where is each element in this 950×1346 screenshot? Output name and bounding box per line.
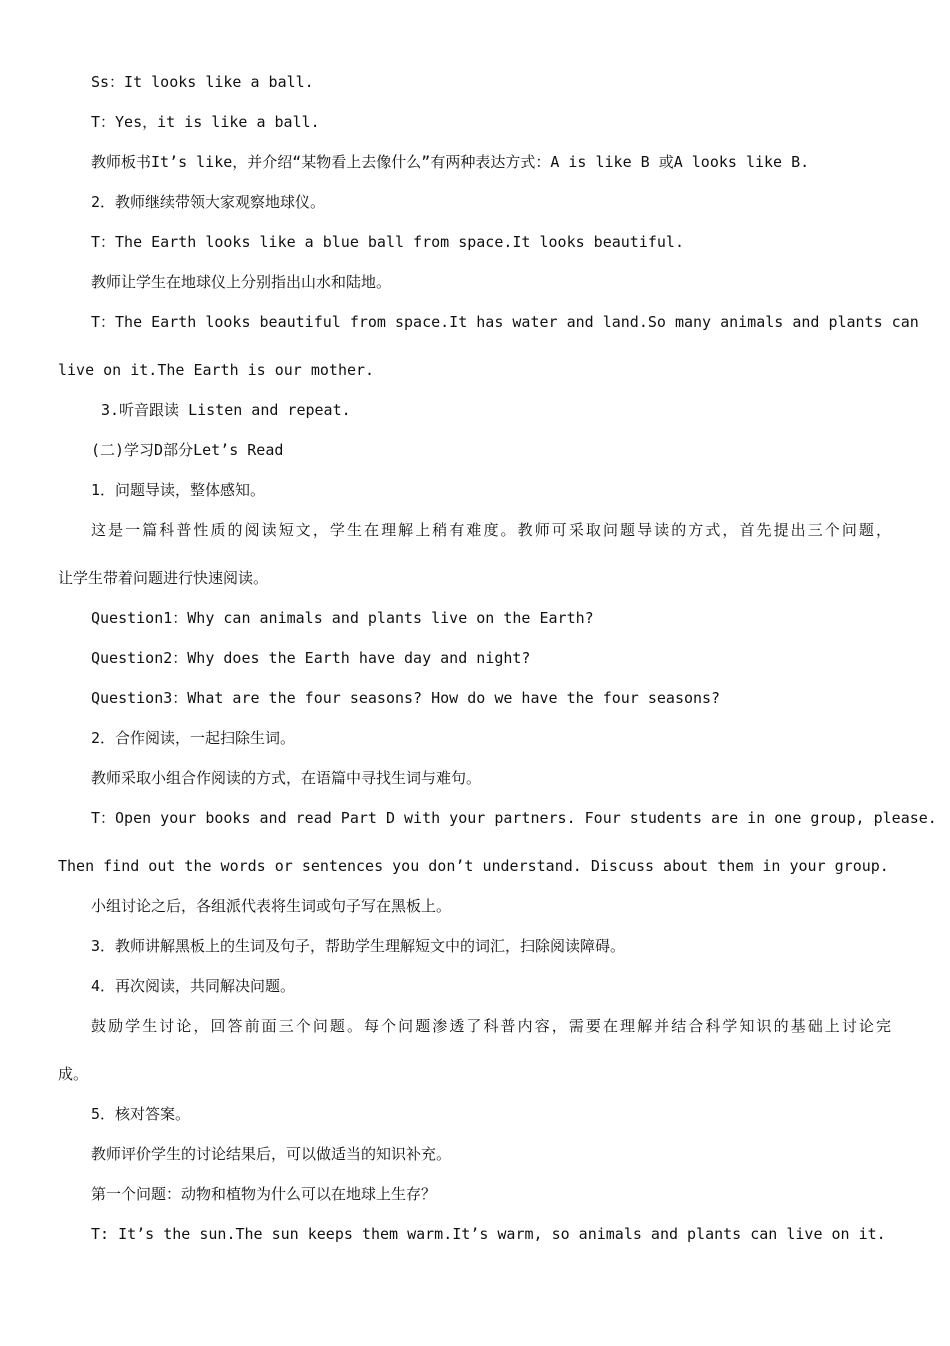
- dialogue-line-students: Ss：It looks like a ball.: [91, 73, 314, 91]
- step-heading-4: 4．再次阅读，共同解决问题。: [91, 977, 296, 995]
- paragraph-reading-intro: 这是一篇科普性质的阅读短文，学生在理解上稍有难度。教师可采取问题导读的方式，首先提出三个问题，: [91, 521, 891, 539]
- paragraph-group-reading: 教师采取小组合作阅读的方式，在语篇中寻找生词与难句。: [91, 769, 482, 787]
- step-heading-3: 3.听音跟读 Listen and repeat.: [101, 401, 351, 419]
- paragraph-evaluation: 教师评价学生的讨论结果后，可以做适当的知识补充。: [91, 1145, 452, 1163]
- step-heading-2: 2．合作阅读，一起扫除生词。: [91, 729, 296, 747]
- paragraph-group-discussion: 小组讨论之后，各组派代表将生词或句子写在黑板上。: [91, 897, 452, 915]
- dialogue-line-continuation: Then find out the words or sentences you don’t understand. Discuss about them in your group.: [58, 857, 889, 875]
- step-heading-1: 1．问题导读，整体感知。: [91, 481, 266, 499]
- dialogue-line-teacher: T：The Earth looks beautiful from space.It has water and land.So many animals and plants can: [91, 313, 919, 331]
- paragraph-blackboard-note: 教师板书It’s like，并介绍“某物看上去像什么”有两种表达方式：A is like B 或A looks like B.: [91, 153, 810, 171]
- question-2: Question2：Why does the Earth have day and night?: [91, 649, 531, 667]
- dialogue-line-teacher: T: It’s the sun.The sun keeps them warm.It’s warm, so animals and plants can live on it.: [91, 1225, 886, 1243]
- dialogue-line-teacher: T：The Earth looks like a blue ball from space.It looks beautiful.: [91, 233, 684, 251]
- paragraph-continuation: 让学生带着问题进行快速阅读。: [58, 569, 269, 587]
- section-heading: (二)学习D部分Let’s Read: [91, 441, 284, 459]
- dialogue-line-continuation: live on it.The Earth is our mother.: [58, 361, 375, 379]
- step-heading-2: 2．教师继续带领大家观察地球仪。: [91, 193, 326, 211]
- paragraph-globe-activity: 教师让学生在地球仪上分别指出山水和陆地。: [91, 273, 392, 291]
- dialogue-line-teacher: T：Open your books and read Part D with your partners. Four students are in one group, please.: [91, 809, 937, 827]
- paragraph-continuation: 成。: [58, 1065, 89, 1083]
- paragraph-discussion: 鼓励学生讨论，回答前面三个问题。每个问题渗透了科普内容，需要在理解并结合科学知识的基础上讨论完: [91, 1017, 891, 1035]
- step-heading-3: 3．教师讲解黑板上的生词及句子，帮助学生理解短文中的词汇，扫除阅读障碍。: [91, 937, 626, 955]
- step-heading-5: 5．核对答案。: [91, 1105, 191, 1123]
- paragraph-first-question: 第一个问题：动物和植物为什么可以在地球上生存？: [91, 1185, 437, 1203]
- dialogue-line-teacher: T：Yes，it is like a ball.: [91, 113, 320, 131]
- question-1: Question1：Why can animals and plants live on the Earth?: [91, 609, 594, 627]
- question-3: Question3：What are the four seasons? How do we have the four seasons?: [91, 689, 721, 707]
